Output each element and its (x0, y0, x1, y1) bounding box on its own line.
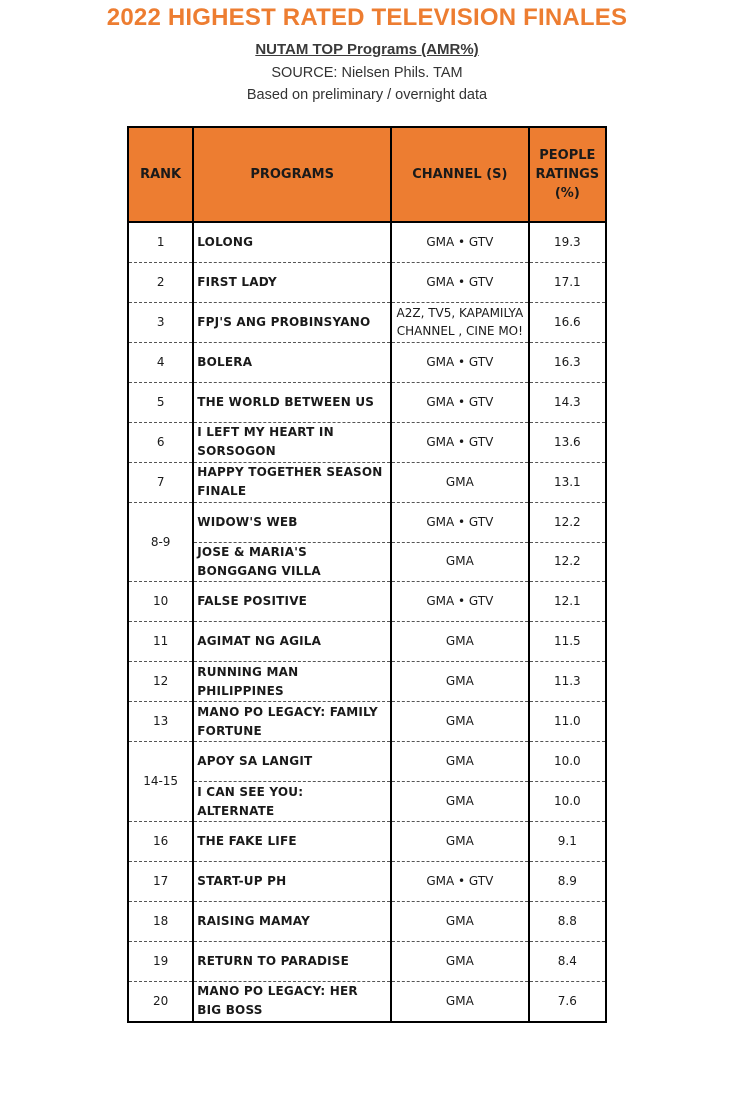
rating-cell: 9.1 (529, 822, 606, 862)
program-cell: LOLONG (193, 222, 391, 262)
channel-cell: GMA (391, 941, 529, 981)
program-cell: AGIMAT NG AGILA (193, 622, 391, 662)
rank-cell: 5 (128, 382, 193, 422)
rating-cell: 16.3 (529, 342, 606, 382)
channel-cell: GMA • GTV (391, 862, 529, 902)
table-row (128, 262, 606, 302)
program-cell: RETURN TO PARADISE (193, 941, 391, 981)
table-row (128, 782, 606, 822)
rating-cell: 10.0 (529, 742, 606, 782)
program-cell: BOLERA (193, 342, 391, 382)
rank-cell: 20 (128, 981, 193, 1022)
program-cell: THE WORLD BETWEEN US (193, 382, 391, 422)
rating-cell: 12.1 (529, 582, 606, 622)
channel-cell: GMA • GTV (391, 222, 529, 262)
program-cell: HAPPY TOGETHER SEASON FINALE (193, 462, 391, 502)
program-cell: WIDOW'S WEB (193, 502, 391, 542)
channel-cell: GMA • GTV (391, 422, 529, 462)
table-row (128, 582, 606, 622)
column-header-programs: PROGRAMS (193, 127, 391, 222)
column-header-rank: RANK (128, 127, 193, 222)
channel-cell: GMA (391, 822, 529, 862)
channel-cell: GMA (391, 702, 529, 742)
channel-cell: GMA (391, 901, 529, 941)
program-cell: FALSE POSITIVE (193, 582, 391, 622)
page-subtitle: NUTAM TOP Programs (AMR%) (255, 41, 479, 58)
program-cell: MANO PO LEGACY: FAMILY FORTUNE (193, 702, 391, 742)
rank-cell: 7 (128, 462, 193, 502)
rank-cell: 17 (128, 862, 193, 902)
column-header-channel: CHANNEL (S) (391, 127, 529, 222)
table-row (128, 542, 606, 582)
rating-cell: 11.0 (529, 702, 606, 742)
table-row (128, 702, 606, 742)
channel-cell: GMA (391, 462, 529, 502)
channel-cell: GMA • GTV (391, 342, 529, 382)
rating-cell: 8.9 (529, 862, 606, 902)
rank-cell: 8-9 (128, 502, 193, 582)
ratings-header-line3: (%) (554, 186, 580, 201)
channel-cell: GMA (391, 742, 529, 782)
rating-cell: 12.2 (529, 542, 606, 582)
channel-cell: GMA (391, 542, 529, 582)
table-row (128, 662, 606, 702)
table-row (128, 822, 606, 862)
rank-cell: 14-15 (128, 742, 193, 822)
table-row (128, 222, 606, 262)
rank-cell: 6 (128, 422, 193, 462)
table-row (128, 502, 606, 542)
table-row (128, 742, 606, 782)
program-cell: JOSE & MARIA'S BONGGANG VILLA (193, 542, 391, 582)
data-note: Based on preliminary / overnight data (246, 87, 488, 103)
rating-cell: 14.3 (529, 382, 606, 422)
rating-cell: 8.8 (529, 901, 606, 941)
channel-cell: GMA • GTV (391, 382, 529, 422)
table-row (128, 302, 606, 342)
rating-cell: 17.1 (529, 262, 606, 302)
program-cell: START-UP PH (193, 862, 391, 902)
ratings-table (127, 126, 607, 1023)
rating-cell: 19.3 (529, 222, 606, 262)
rank-cell: 13 (128, 702, 193, 742)
channel-cell: GMA • GTV (391, 262, 529, 302)
program-cell: RAISING MAMAY (193, 901, 391, 941)
table-row (128, 862, 606, 902)
program-cell: MANO PO LEGACY: HER BIG BOSS (193, 981, 391, 1022)
program-cell: RUNNING MAN PHILIPPINES (193, 662, 391, 702)
table-row (128, 422, 606, 462)
table-row (128, 901, 606, 941)
channel-cell: GMA (391, 662, 529, 702)
table-row (128, 941, 606, 981)
channel-cell: GMA (391, 981, 529, 1022)
rank-cell: 2 (128, 262, 193, 302)
rating-cell: 7.6 (529, 981, 606, 1022)
rating-cell: 16.6 (529, 302, 606, 342)
rank-cell: 4 (128, 342, 193, 382)
table-row (128, 342, 606, 382)
program-cell: I LEFT MY HEART IN SORSOGON (193, 422, 391, 462)
ratings-header-line2: RATINGS (535, 167, 600, 182)
table-row (128, 622, 606, 662)
rating-cell: 8.4 (529, 941, 606, 981)
ratings-header-line1: PEOPLE (539, 148, 596, 163)
rank-cell: 10 (128, 582, 193, 622)
rank-cell: 18 (128, 901, 193, 941)
column-header-ratings (529, 127, 606, 222)
rank-cell: 1 (128, 222, 193, 262)
rank-cell: 12 (128, 662, 193, 702)
program-cell: FIRST LADY (193, 262, 391, 302)
channel-cell: GMA (391, 782, 529, 822)
program-cell: I CAN SEE YOU: ALTERNATE (193, 782, 391, 822)
program-cell: APOY SA LANGIT (193, 742, 391, 782)
channel-cell: GMA • GTV (391, 502, 529, 542)
table-header-row (128, 127, 606, 222)
rank-cell: 11 (128, 622, 193, 662)
page-title: 2022 HIGHEST RATED TELEVISION FINALES (106, 4, 628, 31)
channel-cell: A2Z, TV5, KAPAMILYA CHANNEL , CINE MO! (391, 302, 529, 342)
rank-cell: 16 (128, 822, 193, 862)
rank-cell: 3 (128, 302, 193, 342)
source-note: SOURCE: Nielsen Phils. TAM (271, 65, 463, 81)
rating-cell: 10.0 (529, 782, 606, 822)
table-row (128, 462, 606, 502)
rating-cell: 13.1 (529, 462, 606, 502)
rating-cell: 13.6 (529, 422, 606, 462)
table-row (128, 981, 606, 1022)
rating-cell: 12.2 (529, 502, 606, 542)
program-cell: FPJ'S ANG PROBINSYANO (193, 302, 391, 342)
channel-cell: GMA (391, 622, 529, 662)
program-cell: THE FAKE LIFE (193, 822, 391, 862)
rank-cell: 19 (128, 941, 193, 981)
rating-cell: 11.3 (529, 662, 606, 702)
channel-cell: GMA • GTV (391, 582, 529, 622)
table-row (128, 382, 606, 422)
rating-cell: 11.5 (529, 622, 606, 662)
